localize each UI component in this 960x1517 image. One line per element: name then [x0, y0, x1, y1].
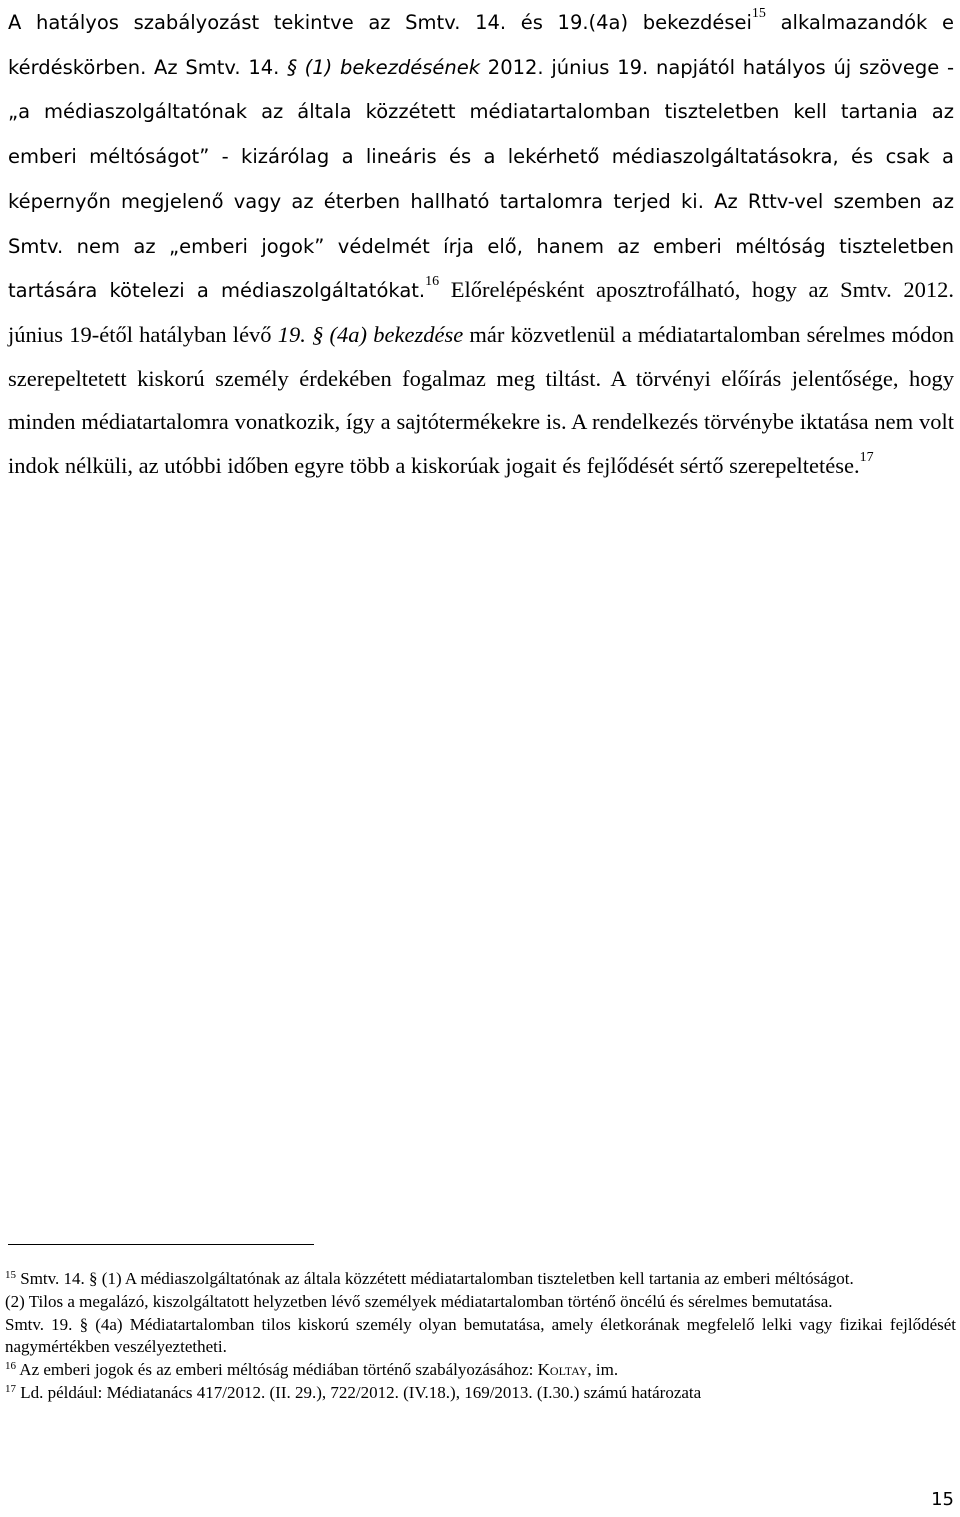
footnote-text: (2) Tilos a megalázó, kiszolgáltatott helyzetben lévő személyek médiatartalomban történő öncélú és sérelmes bemutatása. — [5, 1291, 833, 1311]
footnote-ref-17[interactable]: 17 — [859, 450, 874, 466]
footnote-text: Smtv. 19. § (4a) Médiatartalomban tilos kiskorú személy olyan bemutatása, amely életkorának megfelelő lelki vagy fizikai fejlődését nagymértékben veszélyeztetheti. — [5, 1314, 956, 1357]
footnote-15-cont-3 — [5, 1314, 956, 1360]
section-ref-19: 19. § (4a) bekezdése — [271, 321, 464, 347]
section-ref-14: § (1) bekezdésének — [279, 55, 481, 79]
main-paragraph — [8, 0, 954, 488]
footnote-17 — [5, 1382, 956, 1405]
footnote-text: , im. — [587, 1360, 619, 1380]
paragraph-text-4: Előrelépésként aposztrofálható, hogy az Smtv. 2012. június 19-étől hatályban lévő — [8, 277, 954, 347]
footnote-number: 17 — [5, 1382, 16, 1395]
footnotes — [5, 1268, 956, 1405]
paragraph-text-2: alkalmazandók e kérdéskörben. Az Smtv. 14. — [8, 11, 954, 79]
paragraph-text-5: már közvetlenül a médiatartalomban sérelmes módon szerepeltetett kiskorú személy érdekében fogalmaz meg tiltást. A törvényi előírás jelentősége, hogy minden médiatartalomra vonatkozik, így a sajtótermékekre is. A rendelkezés törvénybe iktatása nem volt indok nélküli, az utóbbi időben egyre több a kiskorúak jogait és fejlődését sértő szerepeltetése. — [8, 321, 954, 479]
footnote-number: 15 — [5, 1269, 16, 1281]
paragraph-text-3: 2012. június 19. napjától hatályos új szövege - „a médiaszolgáltatónak az általa közzétett médiatartalomban tiszteletben kell tartania az emberi méltóságot” - kizárólag a lineáris és a lekérhető médiaszolgáltatásokra, és csak a képernyőn megjelenő vagy az éterben hallható tartalomra terjed ki. Az Rttv-vel szemben az Smtv. nem az „emberi jogok” védelmét írja elő, hanem az emberi méltóság tiszteletben tartására kötelezi a médiaszolgáltatókat. — [8, 55, 954, 303]
footnote-ref-16[interactable]: 16 — [425, 274, 440, 290]
footnote-ref-15[interactable]: 15 — [751, 6, 766, 21]
footnote-text: Smtv. 14. § (1) A médiaszolgáltatónak az általa közzétett médiatartalomban tiszteletben kell tartania az emberi méltóságot. — [16, 1269, 854, 1288]
footnote-text: Az emberi jogok és az emberi méltóság médiában történő szabályozásához: — [16, 1360, 538, 1380]
footnote-16 — [5, 1359, 956, 1382]
paragraph-text-1: A hatályos szabályozást tekintve az Smtv. 14. és 19.(4a) bekezdései — [8, 11, 752, 34]
footnote-separator — [8, 1244, 314, 1245]
footnote-15-cont-2 — [5, 1291, 956, 1314]
footnote-15 — [5, 1268, 956, 1291]
footnote-number: 16 — [5, 1360, 16, 1373]
footnote-text: Ld. például: Médiatanács 417/2012. (II. 29.), 722/2012. (IV.18.), 169/2013. (I.30.) számú határozata — [16, 1382, 702, 1402]
author-name: Koltay — [537, 1360, 588, 1380]
page-number: 15 — [931, 1489, 954, 1510]
